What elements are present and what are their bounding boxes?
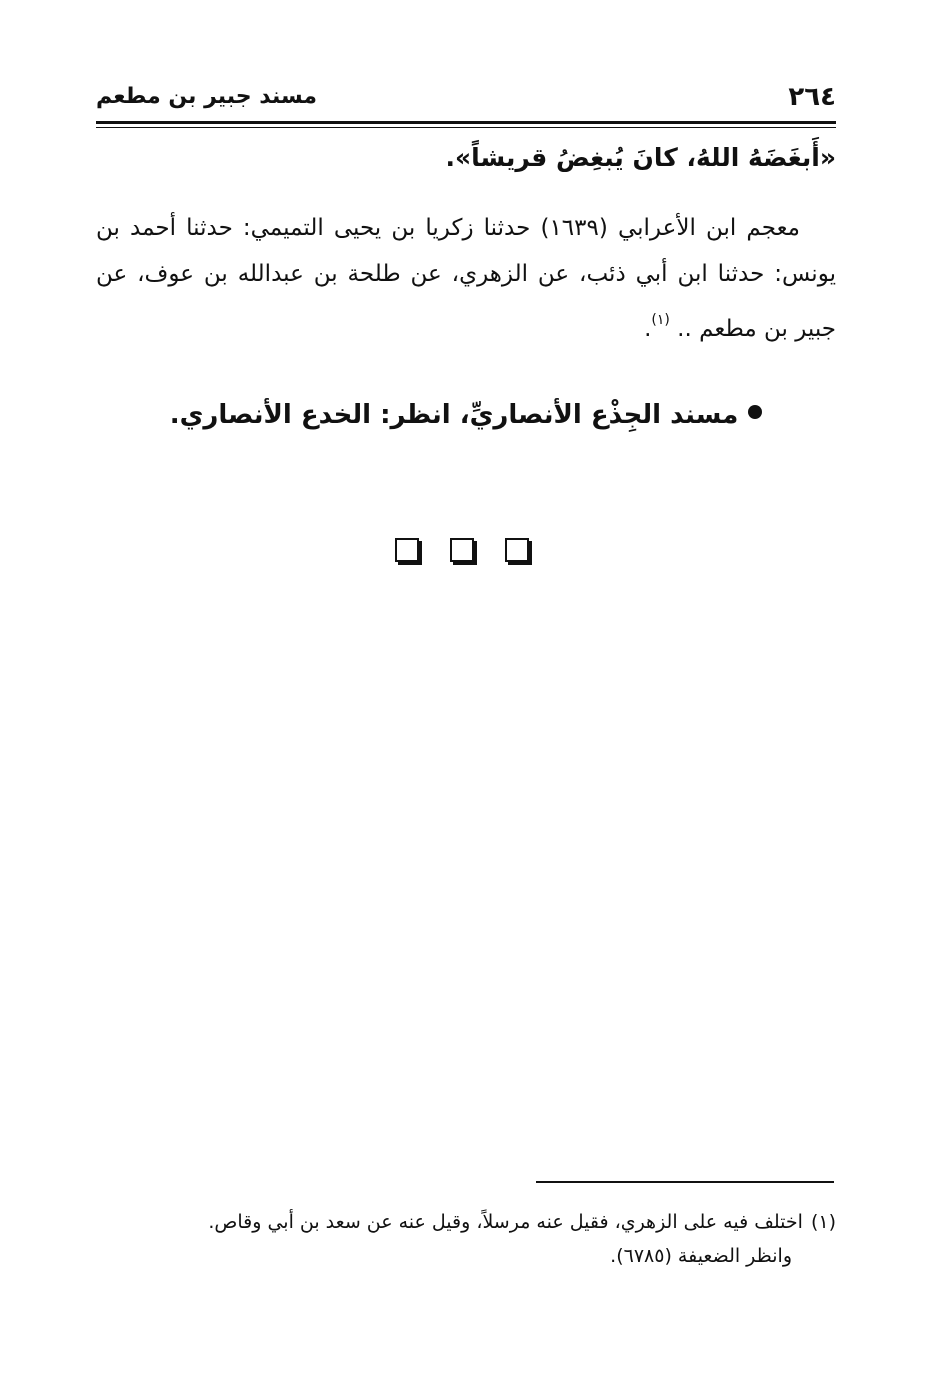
footnote bbox=[150, 1205, 836, 1273]
bullet-icon bbox=[748, 405, 762, 419]
square-ornament-icon bbox=[395, 538, 419, 562]
page-header bbox=[96, 82, 836, 122]
body-end-punctuation: . bbox=[644, 316, 652, 342]
section-divider-ornament bbox=[395, 538, 535, 564]
square-ornament-icon bbox=[505, 538, 529, 562]
header-rule-thin bbox=[96, 127, 836, 128]
running-title: مسند جبير بن مطعم bbox=[96, 84, 317, 109]
section-heading-text: مسند الجِذْع الأنصاريِّ، انظر: الخدع الأنصاري. bbox=[169, 400, 739, 430]
square-ornament-icon bbox=[450, 538, 474, 562]
body-paragraph bbox=[96, 205, 836, 352]
footnote-separator bbox=[536, 1181, 834, 1183]
footnote-line-2: وانظر الضعيفة (٦٧٨٥). bbox=[610, 1245, 792, 1267]
header-rule-thick bbox=[96, 121, 836, 124]
section-heading bbox=[96, 400, 836, 430]
hadith-quote: «أَبغَضَهُ اللهُ، كانَ يُبغِضُ قريشاً». bbox=[445, 143, 836, 172]
body-text: معجم ابن الأعرابي (١٦٣٩) حدثنا زكريا بن يحيى التميمي: حدثنا أحمد بن يونس: حدثنا ابن أبي ذئب، عن الزهري، عن طلحة بن عبدالله بن عوف، عن جبير بن مطعم .. bbox=[96, 215, 836, 342]
footnote-line-1: اختلف فيه على الزهري، فقيل عنه مرسلاً، وقيل عنه عن سعد بن أبي وقاص. bbox=[208, 1211, 803, 1233]
footnote-marker: (١) bbox=[810, 1211, 836, 1233]
footnote-reference[interactable]: (١) bbox=[651, 312, 670, 328]
page-number: ٢٦٤ bbox=[788, 82, 836, 112]
